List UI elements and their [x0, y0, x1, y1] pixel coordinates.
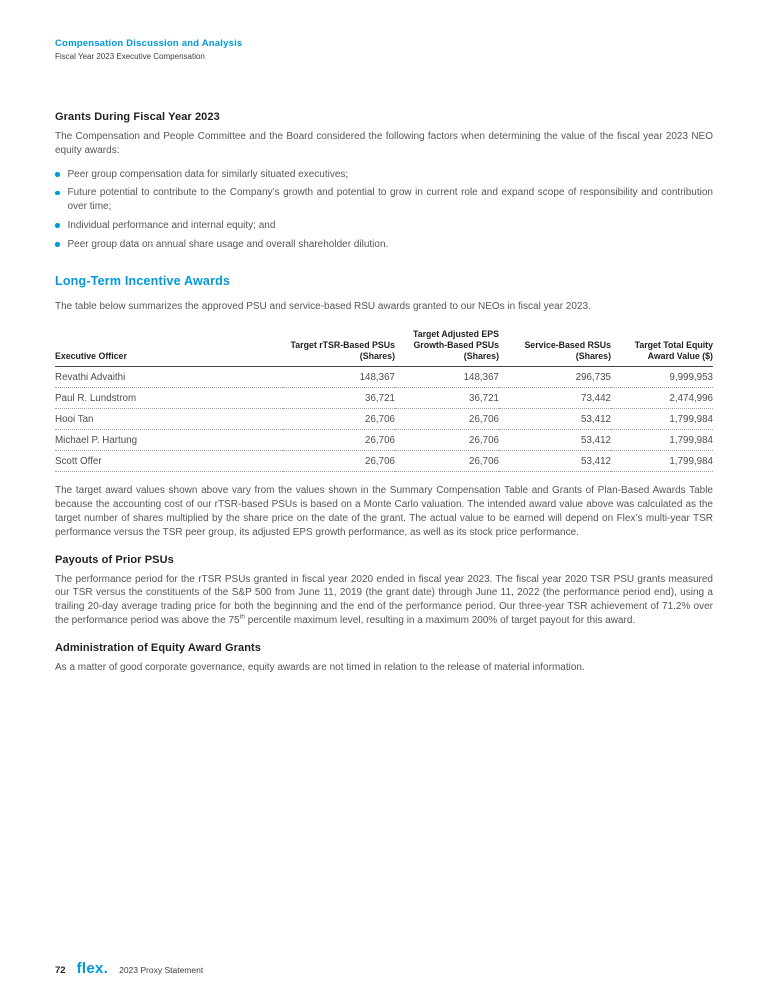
bullet-icon: [55, 223, 60, 228]
list-item: [55, 219, 713, 233]
admin-paragraph: As a matter of good corporate governance, equity awards are not timed in relation to the release of material information.: [55, 661, 585, 673]
table-cell: 36,721: [283, 388, 395, 409]
bullet-text: Peer group compensation data for similarly situated executives;: [67, 168, 349, 180]
column-header-rsus: Service-Based RSUs (Shares): [499, 329, 611, 366]
table-cell: 296,735: [499, 367, 611, 388]
officer-name: Michael P. Hartung: [55, 430, 283, 451]
column-header-rtsr-psus: Target rTSR-Based PSUs (Shares): [283, 329, 395, 366]
bullet-icon: [55, 172, 60, 177]
payouts-text-part1: The performance period for the rTSR PSUs granted in fiscal year 2020 ended in fiscal year 2023. The fiscal year 2020 TSR PSU grants measured our TSR versus the constituents of the S&P 500 from June 11, 2019 (the grant date) through June 11, 2022 (the performance period end), using a trailing 20-day average trading price for both the beginning and the end of the performance period. Our three-year TSR achievement of 71.2% over the performance period was above the 75: [55, 573, 713, 626]
page-number: 72: [55, 965, 66, 976]
lti-heading: Long-Term Incentive Awards: [55, 273, 231, 288]
table-cell: 53,412: [499, 430, 611, 451]
list-item: [55, 186, 713, 214]
footer-label: 2023 Proxy Statement: [119, 965, 204, 975]
officer-name: Paul R. Lundstrom: [55, 388, 283, 409]
equity-awards-table: [55, 329, 713, 472]
table-cell: 9,999,953: [611, 367, 713, 388]
bullet-text: Future potential to contribute to the Company’s growth and potential to grow in current role and expand scope of responsibility and contribution over time;: [67, 187, 713, 213]
officer-name: Scott Offer: [55, 451, 283, 472]
list-item: [55, 168, 713, 182]
bullet-text: Peer group data on annual share usage and overall shareholder dilution.: [67, 238, 389, 250]
table-cell: 53,412: [499, 451, 611, 472]
ordinal-superscript: th: [239, 613, 245, 621]
grants-heading: Grants During Fiscal Year 2023: [55, 111, 220, 123]
officer-name: Revathi Advaithi: [55, 367, 283, 388]
table-cell: 1,799,984: [611, 451, 713, 472]
table-cell: 148,367: [283, 367, 395, 388]
table-row: [55, 451, 713, 472]
table-cell: 26,706: [283, 430, 395, 451]
table-cell: 36,721: [395, 388, 499, 409]
table-row: [55, 409, 713, 430]
header-section-title: Compensation Discussion and Analysis: [55, 38, 243, 49]
payouts-heading: Payouts of Prior PSUs: [55, 553, 174, 566]
page-footer: [55, 961, 203, 976]
table-row: [55, 388, 713, 409]
column-header-total-value: Target Total Equity Award Value ($): [611, 329, 713, 366]
grants-intro-paragraph: The Compensation and People Committee and the Board considered the following factors when determining the value of the fiscal year 2023 NEO equity awards:: [55, 131, 713, 156]
table-cell: 26,706: [283, 409, 395, 430]
table-row: [55, 367, 713, 388]
table-cell: 26,706: [395, 409, 499, 430]
table-cell: 73,442: [499, 388, 611, 409]
bullet-icon: [55, 191, 60, 196]
table-cell: 53,412: [499, 409, 611, 430]
list-item: [55, 238, 713, 252]
table-cell: 1,799,984: [611, 430, 713, 451]
grants-bullet-list: [55, 168, 713, 252]
lti-intro-paragraph: The table below summarizes the approved PSU and service-based RSU awards granted to our NEOs in fiscal year 2023.: [55, 300, 591, 312]
bullet-icon: [55, 242, 60, 247]
table-note-paragraph: The target award values shown above vary from the values shown in the Summary Compensation Table and Grants of Plan-Based Awards Table because the accounting cost of our rTSR-based PSUs is based on a Monte Carlo valuation. The intended award value above was calculated as the target number of shares multiplied by the share price on the date of the grant. The actual value to be earned will depend on Flex’s multi-year TSR performance versus the TSR peer group, its adjusted EPS growth performance, as well as its stock price performance.: [55, 485, 713, 538]
running-header: [55, 38, 713, 61]
table-cell: 26,706: [395, 451, 499, 472]
header-subsection-title: Fiscal Year 2023 Executive Compensation: [55, 52, 205, 61]
table-cell: 148,367: [395, 367, 499, 388]
bullet-text: Individual performance and internal equity; and: [67, 219, 276, 231]
table-header-row: [55, 329, 713, 366]
table-cell: 26,706: [395, 430, 499, 451]
table-cell: 26,706: [283, 451, 395, 472]
officer-name: Hooi Tan: [55, 409, 283, 430]
payouts-text-part2: percentile maximum level, resulting in a maximum 200% of target payout for this award.: [244, 614, 636, 626]
column-header-officer: Executive Officer: [55, 329, 283, 366]
table-cell: 1,799,984: [611, 409, 713, 430]
table-row: [55, 430, 713, 451]
payouts-paragraph: [55, 573, 713, 628]
column-header-eps-psus: Target Adjusted EPS Growth-Based PSUs (Shares): [395, 329, 499, 366]
flex-logo: flex.: [76, 960, 109, 977]
admin-heading: Administration of Equity Award Grants: [55, 641, 261, 654]
table-cell: 2,474,996: [611, 388, 713, 409]
